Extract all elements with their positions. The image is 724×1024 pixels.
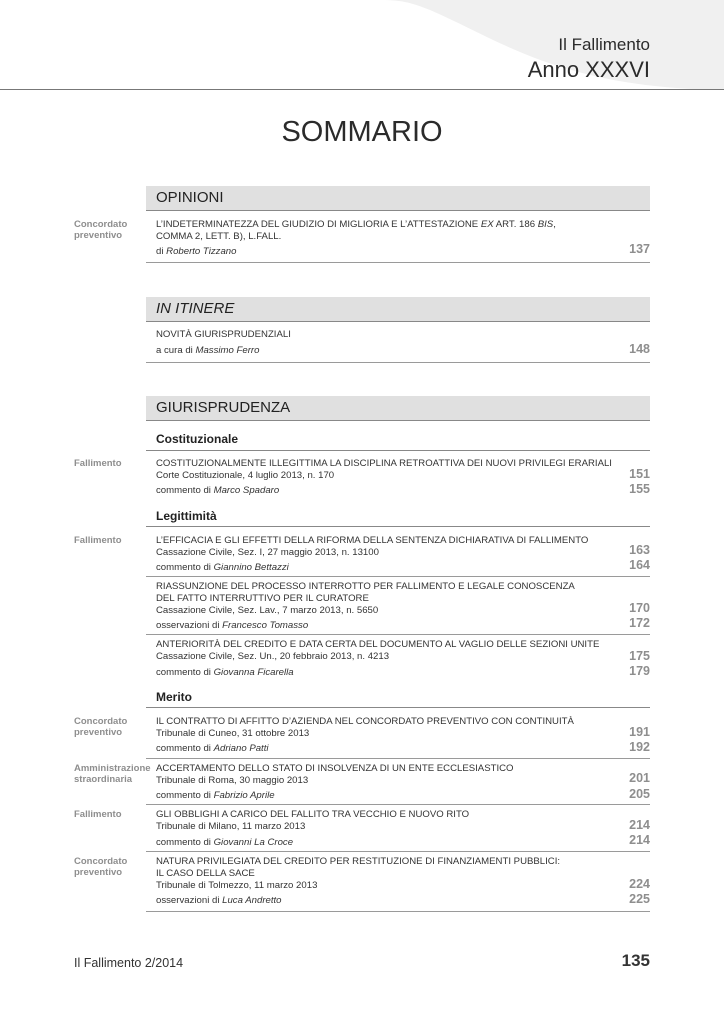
- journal-year: Anno XXXVI: [527, 57, 650, 82]
- divider: [146, 634, 650, 635]
- entry-author: a cura di Massimo Ferro: [156, 345, 260, 356]
- entry-title[interactable]: ANTERIORITÀ DEL CREDITO E DATA CERTA DEL DOCUMENTO AL VAGLIO DELLE SEZIONI UNITE: [156, 639, 600, 650]
- header-rule: [0, 89, 724, 90]
- entry-title[interactable]: NOVITÀ GIURISPRUDENZIALI: [156, 329, 291, 340]
- court-page-number[interactable]: 191: [629, 725, 650, 739]
- comment-page-number[interactable]: 155: [629, 482, 650, 496]
- subsection-rule: [146, 526, 650, 527]
- entry-court: Cassazione Civile, Sez. Lav., 7 marzo 2013, n. 5650: [156, 605, 379, 616]
- entry-comment: commento di Giovanna Ficarella: [156, 667, 294, 678]
- entry-category: Fallimento: [74, 809, 122, 820]
- entry-title[interactable]: IL CONTRATTO DI AFFITTO D’AZIENDA NEL CONCORDATO PREVENTIVO CON CONTINUITÀ: [156, 716, 574, 727]
- divider: [146, 758, 650, 759]
- subsection-costituzionale: Costituzionale: [156, 432, 239, 446]
- entry-title[interactable]: RIASSUNZIONE DEL PROCESSO INTERROTTO PER FALLIMENTO E LEGALE CONOSCENZA: [156, 581, 575, 592]
- section-label: IN ITINERE: [156, 300, 235, 317]
- divider: [146, 362, 650, 363]
- entry-category: Fallimento: [74, 535, 122, 546]
- divider: [146, 851, 650, 852]
- entry-court: Cassazione Civile, Sez. Un., 20 febbraio 2013, n. 4213: [156, 651, 390, 662]
- entry-comment: commento di Fabrizio Aprile: [156, 790, 275, 801]
- entry-page-number[interactable]: 137: [629, 242, 650, 256]
- entry-category: Concordato preventivo: [74, 716, 128, 738]
- section-in-itinere: [146, 297, 650, 322]
- divider: [146, 576, 650, 577]
- entry-comment: osservazioni di Luca Andretto: [156, 895, 282, 906]
- section-label: GIURISPRUDENZA: [156, 399, 291, 416]
- comment-page-number[interactable]: 172: [629, 616, 650, 630]
- entry-page-number[interactable]: 148: [629, 342, 650, 356]
- entry-title[interactable]: ACCERTAMENTO DELLO STATO DI INSOLVENZA DI UN ENTE ECCLESIASTICO: [156, 763, 514, 774]
- court-page-number[interactable]: 175: [629, 649, 650, 663]
- footer-page-number: 135: [621, 951, 650, 970]
- entry-title[interactable]: L’INDETERMINATEZZA DEL GIUDIZIO DI MIGLIORIA E L’ATTESTAZIONE EX ART. 186 BIS,: [156, 219, 556, 230]
- entry-title[interactable]: GLI OBBLIGHI A CARICO DEL FALLITO TRA VECCHIO E NUOVO RITO: [156, 809, 470, 820]
- journal-name: Il Fallimento: [558, 35, 650, 54]
- entry-comment: commento di Giovanni La Croce: [156, 837, 294, 848]
- comment-page-number[interactable]: 192: [629, 740, 650, 754]
- comment-page-number[interactable]: 225: [629, 892, 650, 906]
- comment-page-number[interactable]: 205: [629, 787, 650, 801]
- court-page-number[interactable]: 170: [629, 601, 650, 615]
- entry-court: Tribunale di Tolmezzo, 11 marzo 2013: [156, 880, 318, 891]
- entry-comment: osservazioni di Francesco Tomasso: [156, 620, 309, 631]
- entry-category: Amministrazione straordinaria: [74, 763, 151, 785]
- entry-title[interactable]: NATURA PRIVILEGIATA DEL CREDITO PER RESTITUZIONE DI FINANZIAMENTI PUBBLICI:: [156, 856, 561, 867]
- entry-court: Tribunale di Roma, 30 maggio 2013: [156, 775, 309, 786]
- court-page-number[interactable]: 163: [629, 543, 650, 557]
- entry-author: di Roberto Tizzano: [156, 246, 237, 257]
- comment-page-number[interactable]: 179: [629, 664, 650, 678]
- entry-title-line2: COMMA 2, LETT. B), L.FALL.: [156, 231, 282, 242]
- court-page-number[interactable]: 214: [629, 818, 650, 832]
- comment-page-number[interactable]: 214: [629, 833, 650, 847]
- entry-comment: commento di Adriano Patti: [156, 743, 269, 754]
- entry-court: Cassazione Civile, Sez. I, 27 maggio 2013, n. 13100: [156, 547, 379, 558]
- entry-title-line2: DEL FATTO INTERRUTTIVO PER IL CURATORE: [156, 593, 369, 604]
- entry-court: Tribunale di Milano, 11 marzo 2013: [156, 821, 306, 832]
- subsection-legittimita: Legittimità: [156, 509, 217, 523]
- subsection-rule: [146, 707, 650, 708]
- entry-title-line2: IL CASO DELLA SACE: [156, 868, 255, 879]
- entry-court: Tribunale di Cuneo, 31 ottobre 2013: [156, 728, 310, 739]
- divider: [146, 911, 650, 912]
- entry-category: Fallimento: [74, 458, 122, 469]
- subsection-merito: Merito: [156, 690, 192, 704]
- court-page-number[interactable]: 224: [629, 877, 650, 891]
- page-title: SOMMARIO: [281, 116, 443, 148]
- section-opinioni: [146, 186, 650, 211]
- entry-title[interactable]: COSTITUZIONALMENTE ILLEGITTIMA LA DISCIPLINA RETROATTIVA DEI NUOVI PRIVILEGI ERARIALI: [156, 458, 612, 469]
- divider: [146, 262, 650, 263]
- entry-court: Corte Costituzionale, 4 luglio 2013, n. 170: [156, 470, 335, 481]
- court-page-number[interactable]: 151: [629, 467, 650, 481]
- comment-page-number[interactable]: 164: [629, 558, 650, 572]
- footer-issue: Il Fallimento 2/2014: [74, 956, 184, 970]
- subsection-rule: [146, 450, 650, 451]
- court-page-number[interactable]: 201: [629, 771, 650, 785]
- entry-title[interactable]: L’EFFICACIA E GLI EFFETTI DELLA RIFORMA DELLA SENTENZA DICHIARATIVA DI FALLIMENTO: [156, 535, 589, 546]
- entry-category: Concordato preventivo: [74, 856, 128, 878]
- section-label: OPINIONI: [156, 189, 224, 206]
- divider: [146, 804, 650, 805]
- entry-comment: commento di Marco Spadaro: [156, 485, 280, 496]
- entry-comment: commento di Giannino Bettazzi: [156, 562, 289, 573]
- entry-category: Concordato preventivo: [74, 219, 128, 241]
- section-giurisprudenza: [146, 396, 650, 421]
